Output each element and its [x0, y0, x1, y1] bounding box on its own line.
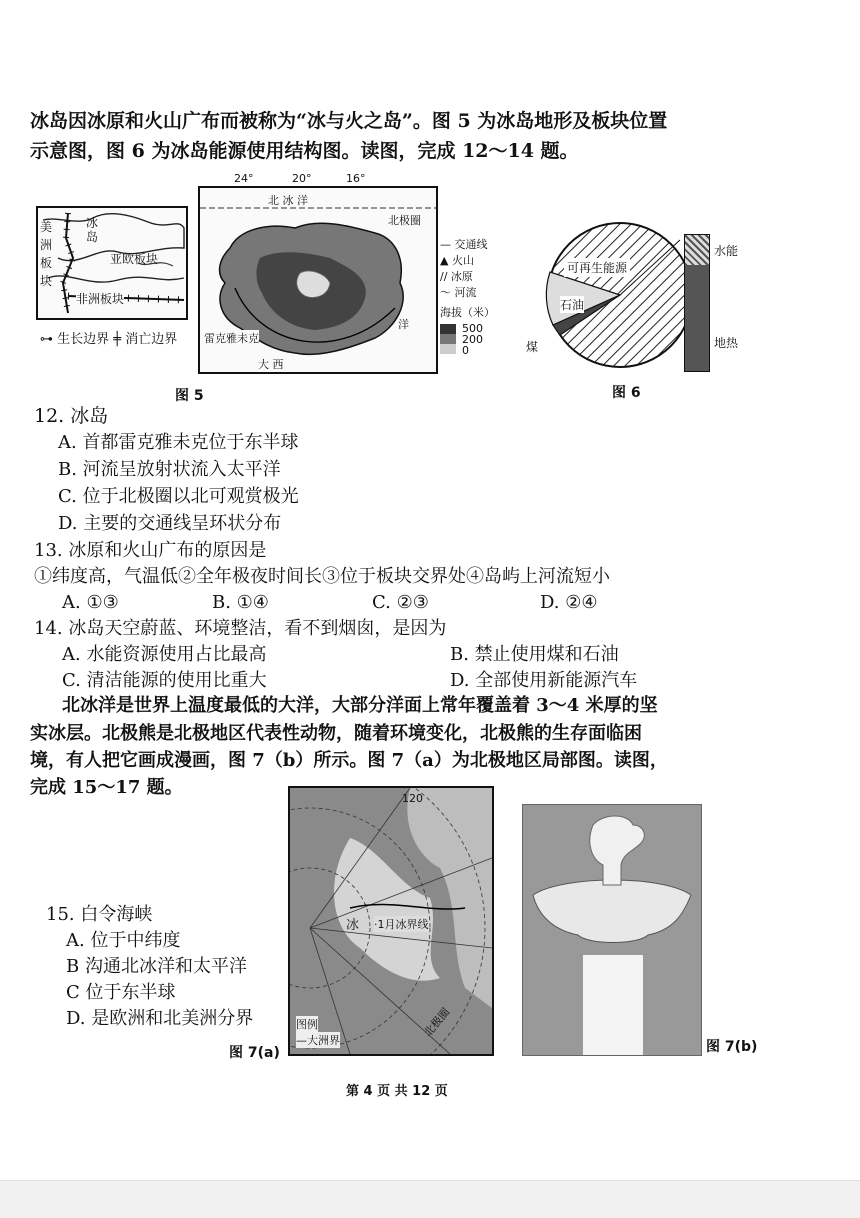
q12-option-b: B. 河流呈放射状流入太平洋: [58, 459, 281, 480]
q14-option-a: A. 水能资源使用占比最高: [62, 644, 267, 665]
inset-label-ban: 板: [40, 256, 53, 270]
intro-line-1: 冰岛因冰原和火山广布而被称为“冰与火之岛”。图 5 为冰岛地形及板块位置: [30, 110, 668, 132]
q15-option-a: A. 位于中纬度: [66, 930, 181, 951]
legend-river: ～ 河流: [440, 286, 477, 299]
passage2-line-1: 北冰洋是世界上温度最低的大洋，大部分洋面上常年覆盖着 3～4 米厚的坚: [62, 695, 658, 716]
passage2-line-4: 完成 15～17 题。: [30, 777, 183, 798]
lon-20: 20°: [292, 172, 312, 185]
legend-traffic: — 交通线: [440, 238, 488, 251]
q13-stem: 13. 冰原和火山广布的原因是: [34, 540, 267, 561]
legend-500: 500: [462, 322, 483, 335]
q12-option-d: D. 主要的交通线呈环状分布: [58, 513, 282, 534]
q15-option-b: B 沟通北冰洋和太平洋: [66, 956, 247, 977]
passage2-line-2: 实冰层。北极熊是北极地区代表性动物，随着环境变化，北极熊的生存面临困: [30, 723, 642, 744]
fig7a-label-120: 120: [402, 792, 423, 805]
label-arctic-ocean: 北 冰 洋: [268, 194, 308, 207]
fig5-inset-map: [36, 206, 188, 320]
legend-volcano: ▲ 火山: [440, 254, 474, 267]
fig6-bar: [684, 234, 710, 372]
bar-segment-geothermal: [685, 265, 709, 371]
q15-stem: 15. 白令海峡: [46, 904, 153, 925]
consume-boundary-icon: ╪: [113, 332, 122, 347]
fig7b-caption: 图 7(b): [706, 1039, 758, 1055]
fig7a-map: [288, 786, 494, 1056]
q12-option-c: C. 位于北极圈以北可观赏极光: [58, 486, 299, 507]
q13-option-a: A. ①③: [62, 592, 119, 613]
fig7a-legend-boundary: —大洲界: [296, 1034, 340, 1047]
bar-label-hydro: 水能: [714, 244, 739, 258]
fig7b-cartoon: [522, 804, 702, 1056]
q13-items: ①纬度高，气温低②全年极夜时间长③位于板块交界处④岛屿上河流短小: [34, 566, 610, 587]
fig5-main-map: [198, 186, 438, 374]
legend-swatch-200: [440, 334, 456, 344]
label-atlantic: 大 西: [258, 358, 284, 371]
inset-legend: [40, 328, 177, 347]
q12-option-a: A. 首都雷克雅未克位于东半球: [58, 432, 299, 453]
bar-segment-hydro: [685, 235, 709, 265]
grow-boundary-label: 生长边界: [57, 332, 110, 347]
legend-0: 0: [462, 344, 469, 357]
inset-label-kuai: 块: [40, 274, 53, 288]
legend-elevation: 海拔（米）: [440, 306, 495, 319]
inset-label-bing: 冰: [86, 216, 99, 230]
q15-option-c: C 位于东半球: [66, 982, 176, 1003]
fig6-caption: 图 6: [612, 385, 641, 401]
fig7a-caption: 图 7(a): [229, 1045, 280, 1061]
viewer-bottom-band: [0, 1180, 860, 1218]
q12-stem: 12. 冰岛: [34, 405, 109, 427]
q15-option-d: D. 是欧洲和北美洲分界: [66, 1008, 254, 1029]
fig7a-legend-title: 图例: [296, 1018, 318, 1031]
label-arctic-circle: 北极圈: [388, 214, 421, 227]
fig7a-label-ice-line: ·1月冰界线: [374, 918, 429, 931]
legend-swatch-0: [440, 344, 456, 354]
lon-24: 24°: [234, 172, 254, 185]
lon-16: 16°: [346, 172, 366, 185]
label-capital: 雷克雅未克: [204, 332, 259, 345]
q14-option-c: C. 清洁能源的使用比重大: [62, 670, 267, 691]
bar-label-geothermal: 地热: [714, 336, 739, 350]
fig5-legend: [440, 236, 520, 366]
inset-label-zhou: 洲: [40, 238, 53, 252]
inset-label-dao: 岛: [86, 230, 99, 244]
q13-option-c: C. ②③: [372, 592, 429, 613]
intro-line-2: 示意图，图 6 为冰岛能源使用结构图。读图，完成 12～14 题。: [30, 140, 579, 162]
fig6-pie: [520, 210, 700, 380]
pie-label-coal: 煤: [526, 340, 539, 354]
consume-boundary-label: 消亡边界: [125, 332, 178, 347]
legend-swatch-500: [440, 324, 456, 334]
legend-icefield: ∕∕ 冰原: [440, 270, 473, 283]
passage2-line-3: 境，有人把它画成漫画，图 7（b）所示。图 7（a）为北极地区局部图。读图，: [30, 750, 668, 771]
inset-label-eurasia: 亚欧板块: [110, 252, 159, 266]
page-number: 第 4 页 共 12 页: [346, 1084, 448, 1099]
q13-option-b: B. ①④: [212, 592, 269, 613]
legend-200: 200: [462, 333, 483, 346]
pie-label-renewable: 可再生能源: [564, 258, 630, 277]
q14-option-d: D. 全部使用新能源汽车: [450, 670, 638, 691]
grow-boundary-icon: ⊶: [40, 332, 53, 347]
q14-stem: 14. 冰岛天空蔚蓝、环境整洁，看不到烟囱，是因为: [34, 618, 447, 639]
q14-option-b: B. 禁止使用煤和石油: [450, 644, 619, 665]
pie-label-oil: 石油: [560, 298, 585, 312]
fig7a-label-arctic-circle: 北极圈: [421, 1005, 453, 1040]
inset-label-mei: 美: [40, 220, 53, 234]
label-ocean-right: 洋: [398, 318, 409, 331]
fig5-caption: 图 5: [175, 388, 204, 404]
fig7a-label-ice: 冰: [346, 918, 360, 933]
inset-label-africa: 非洲板块: [76, 292, 125, 306]
q13-option-d: D. ②④: [540, 592, 598, 613]
